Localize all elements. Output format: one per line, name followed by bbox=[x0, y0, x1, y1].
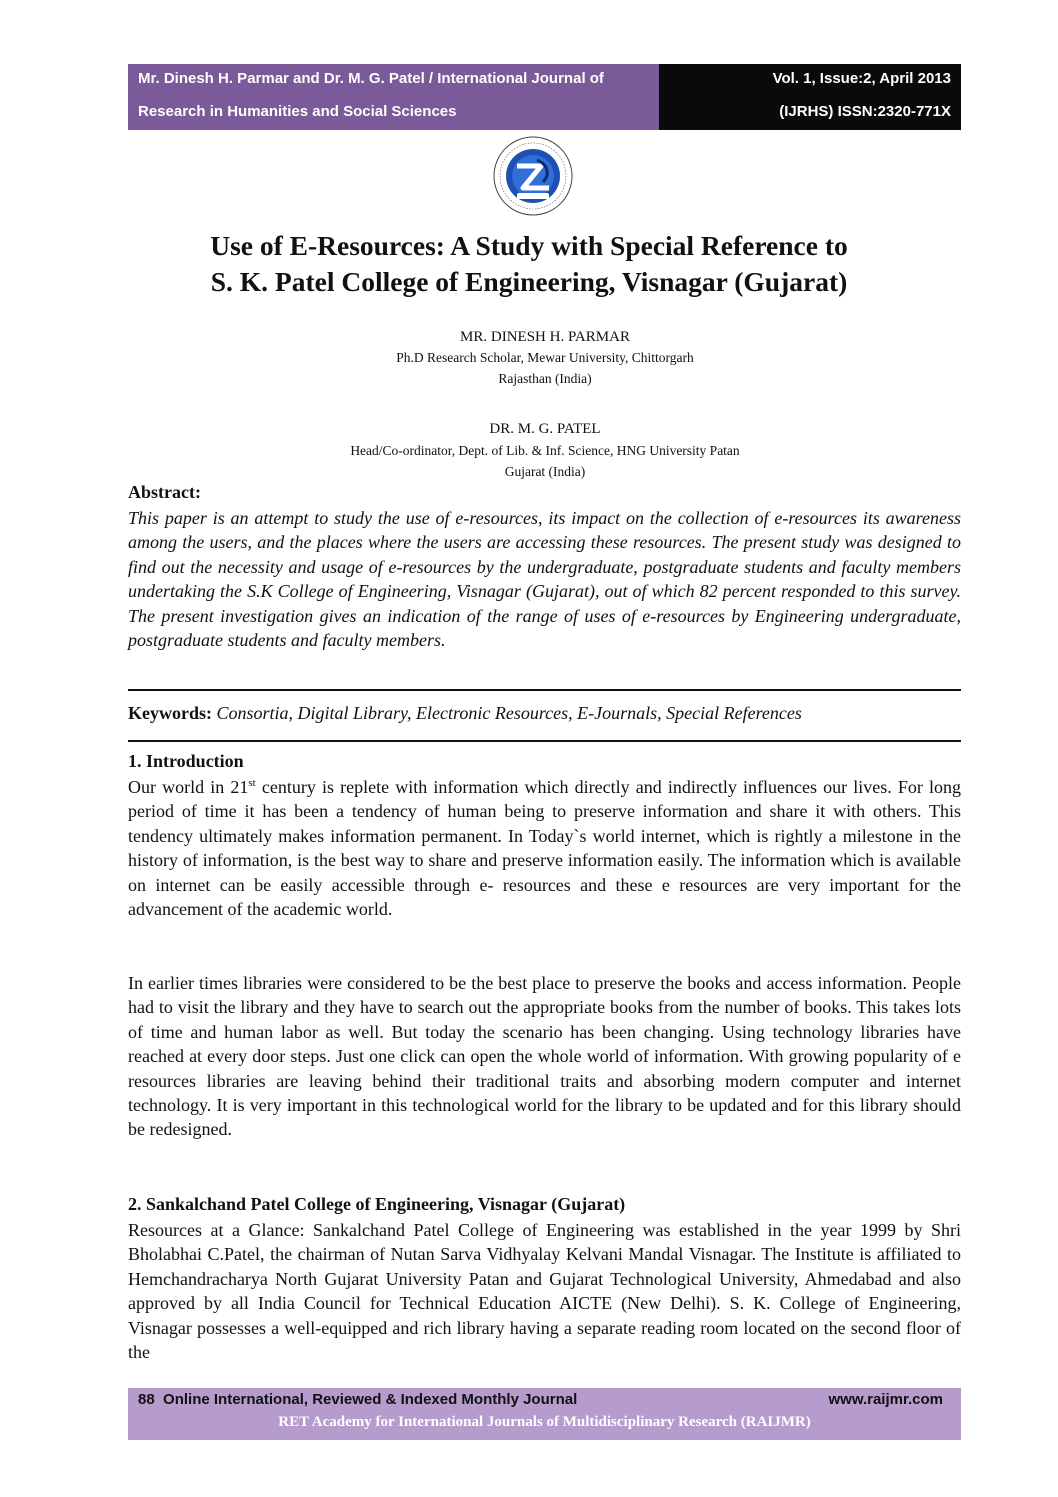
author-2-location: Gujarat (India) bbox=[504, 464, 586, 479]
author-1-location: Rajasthan (India) bbox=[498, 371, 592, 386]
header-authors-journal: Mr. Dinesh H. Parmar and Dr. M. G. Patel / International Journal of bbox=[138, 70, 604, 87]
page-number: 88 bbox=[138, 1391, 155, 1408]
raijmr-seal-icon bbox=[493, 136, 573, 216]
section-2-heading: 2. Sankalchand Patel College of Engineering, Visnagar (Gujarat) bbox=[128, 1194, 626, 1214]
p1-start: Our world in 21 bbox=[128, 777, 249, 797]
journal-footer bbox=[128, 1388, 961, 1440]
section-2-paragraph-1: Resources at a Glance: Sankalchand Patel College of Engineering was established in the year 1999 by Shri Bholabhai C.Patel, the chairman of Nutan Sarva Vidhyalay Kelvani Mandal Visnagar. The Institute is affiliated to Hemchandracharya North Gujarat University Patan and Gujarat Technological University, Ahmedabad and also approved by all India Council for Technical Education AICTE (New Delhi). S. K. College of Engineering, Visnagar possesses a well-equipped and rich library having a separate reading room located on the second floor of the bbox=[128, 1220, 961, 1363]
section-1-heading: 1. Introduction bbox=[128, 751, 244, 771]
header-journal-subtitle: Research in Humanities and Social Sciences bbox=[138, 103, 457, 120]
header-issn: (IJRHS) ISSN:2320-771X bbox=[779, 103, 951, 120]
footer-publisher: RET Academy for International Journals of Multidisciplinary Research (RAIJMR) bbox=[278, 1414, 811, 1430]
section-1-paragraph-2: In earlier times libraries were considered to be the best place to preserve the books and access information. People had to visit the library and they have to search out the appropriate books from the number of books. This takes lots of time and human labor as well. But today the scenario has been changing. Using technology libraries have reached at every door steps. Just one click can open the whole world of information. With growing popularity of e resources libraries are leaving behind their traditional traits and absorbing modern computer and internet technology. It is very important in this technological world for the library to be updated and for this library should be redesigned. bbox=[128, 973, 961, 1140]
divider bbox=[128, 689, 961, 691]
p1-rest: century is replete with information which directly and indirectly influences our lives. For long period of time it has been a tendency of human being to preserve information and share it with others. This tendency ultimately makes information permanent. In Today`s world internet, which is rightly a milestone in the history of information, is the best way to share and preserve information easily. The information which is available on internet can be easily accessible through e- resources and these e resources are very important for the advancement of the academic world. bbox=[128, 777, 961, 920]
keywords-line bbox=[128, 703, 802, 724]
p1-superscript: st bbox=[248, 777, 256, 789]
divider bbox=[128, 740, 961, 742]
author-1-affiliation: Ph.D Research Scholar, Mewar University, Chittorgarh bbox=[396, 350, 694, 365]
section-1-paragraph-1 bbox=[128, 775, 961, 921]
abstract-text: This paper is an attempt to study the use of e-resources, its impact on the collection of e-resources its awareness among the users, and the places where the users are accessing these resources. The present study was designed to find out the necessity and usage of e-resources by the undergraduate, postgraduate students and faculty members undertaking the S.K College of Engineering, Visnagar (Gujarat), out of which 82 percent responded to this survey. The present investigation gives an indication of the range of uses of e-resources by Engineering undergraduate, postgraduate students and faculty members. bbox=[128, 508, 961, 651]
abstract-heading: Abstract: bbox=[128, 482, 201, 502]
footer-journal-type: Online International, Reviewed & Indexed Monthly Journal bbox=[163, 1391, 578, 1408]
footer-line-1 bbox=[138, 1391, 577, 1408]
header-volume-issue: Vol. 1, Issue:2, April 2013 bbox=[772, 70, 951, 87]
journal-header-left bbox=[128, 64, 659, 130]
author-1-name: MR. DINESH H. PARMAR bbox=[460, 329, 630, 345]
paper-title-line2: S. K. Patel College of Engineering, Visnagar (Gujarat) bbox=[210, 266, 848, 297]
footer-url: www.raijmr.com bbox=[828, 1391, 943, 1408]
author-2-affiliation: Head/Co-ordinator, Dept. of Lib. & Inf. Science, HNG University Patan bbox=[350, 443, 740, 458]
journal-header-right bbox=[659, 64, 961, 130]
paper-title-line1: Use of E-Resources: A Study with Special Reference to bbox=[210, 230, 848, 261]
keywords-label: Keywords: bbox=[128, 703, 212, 723]
keywords-text: Consortia, Digital Library, Electronic Resources, E-Journals, Special References bbox=[216, 703, 802, 723]
author-2-name: DR. M. G. PATEL bbox=[489, 421, 601, 437]
